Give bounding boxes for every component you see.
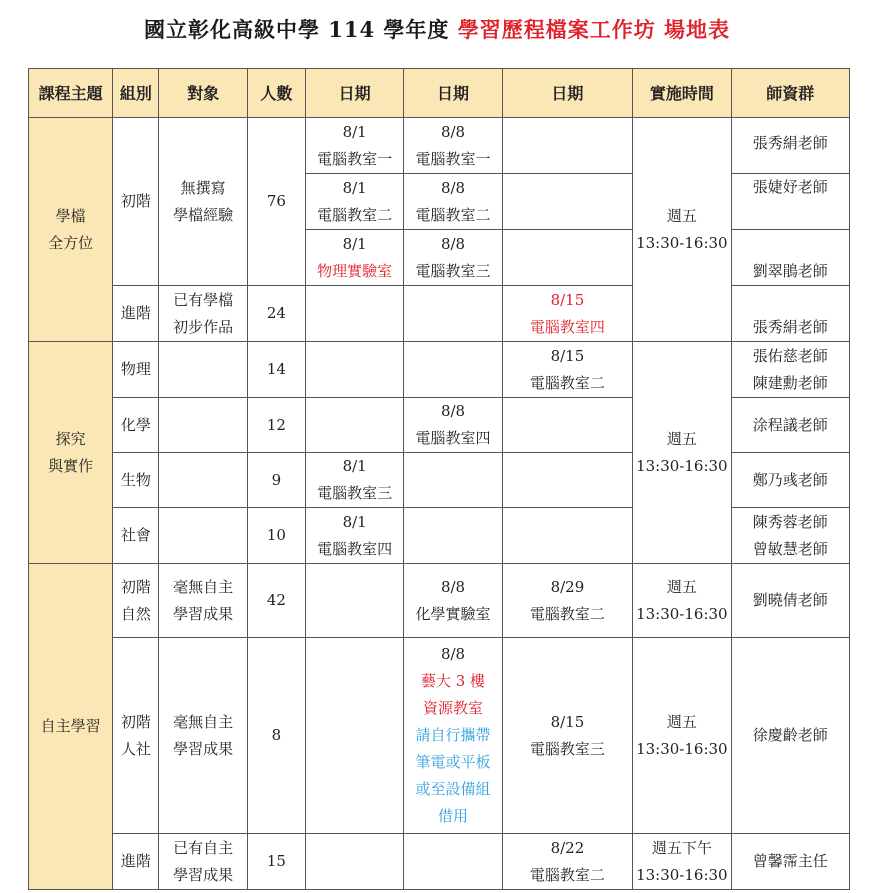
target-science: 毫無自主 學習成果 [159,564,247,638]
date-cell-empty [404,286,502,342]
group-beginner: 初階 [113,118,159,286]
group-self-advanced: 進階 [113,834,159,890]
count-self-advanced: 15 [247,834,305,890]
date-cell-empty [404,508,502,564]
date-cell-empty [502,508,632,564]
date-cell-empty [305,564,403,638]
header-time: 實施時間 [633,69,731,118]
count-biology: 9 [247,453,305,508]
date-cell-empty [502,453,632,508]
table-row [29,342,850,398]
target-empty [159,508,247,564]
header-topic: 課程主題 [29,69,113,118]
date-cell-empty [502,174,632,230]
date-cell-empty [305,342,403,398]
date-cell-empty [305,638,403,834]
date-cell: 8/1 電腦教室三 [305,453,403,508]
group-chemistry: 化學 [113,398,159,453]
header-date-2: 日期 [404,69,502,118]
date-cell-empty [502,398,632,453]
group-biology: 生物 [113,453,159,508]
date-cell: 8/1 物理實驗室 [305,230,403,286]
topic-inquiry: 探究 與實作 [29,342,113,564]
table-row [29,564,850,638]
header-target: 對象 [159,69,247,118]
date-cell: 8/1 電腦教室四 [305,508,403,564]
date-cell: 8/8 電腦教室一 [404,118,502,174]
date-cell-empty [404,342,502,398]
date-cell: 8/8 化學實驗室 [404,564,502,638]
date-cell-empty [502,230,632,286]
count-humanities: 8 [247,638,305,834]
date-cell-humanities: 8/8 藝大 3 樓 資源教室 請自行攜帶 筆電或平板 或至設備組 借用 [404,638,502,834]
time-self-advanced: 週五下午 13:30-16:30 [633,834,731,890]
teacher-cell: 張婕妤老師 [731,174,849,230]
date-cell: 8/15 電腦教室二 [502,342,632,398]
date-cell-empty [404,834,502,890]
schedule-table [28,68,850,890]
count-science: 42 [247,564,305,638]
date-cell-empty [305,398,403,453]
teacher-cell: 鄭乃彧老師 [731,453,849,508]
target-empty [159,342,247,398]
header-count: 人數 [247,69,305,118]
count-advanced: 24 [247,286,305,342]
date-cell-empty [404,453,502,508]
date-cell: 8/1 電腦教室二 [305,174,403,230]
header-date-3: 日期 [502,69,632,118]
target-humanities: 毫無自主 學習成果 [159,638,247,834]
target-advanced: 已有學檔 初步作品 [159,286,247,342]
target-self-advanced: 已有自主 學習成果 [159,834,247,890]
count-social: 10 [247,508,305,564]
header-teachers: 師資群 [731,69,849,118]
header-date-1: 日期 [305,69,403,118]
title-highlight: 學習歷程檔案工作坊 場地表 [457,17,731,42]
teacher-cell: 張秀絹老師 [731,286,849,342]
topic-portfolio: 學檔 全方位 [29,118,113,342]
teacher-cell: 張佑慈老師 陳建勳老師 [731,342,849,398]
header-row [29,69,850,118]
date-cell-empty [502,118,632,174]
time-humanities: 週五 13:30-16:30 [633,638,731,834]
page-title [0,14,874,44]
target-empty [159,398,247,453]
time-portfolio: 週五 13:30-16:30 [633,118,731,342]
date-cell-empty [305,286,403,342]
table-row [29,834,850,890]
group-social: 社會 [113,508,159,564]
date-cell: 8/22 電腦教室二 [502,834,632,890]
date-cell: 8/8 電腦教室四 [404,398,502,453]
date-cell: 8/1 電腦教室一 [305,118,403,174]
date-cell: 8/29 電腦教室二 [502,564,632,638]
count-beginner: 76 [247,118,305,286]
teacher-cell: 曾馨霈主任 [731,834,849,890]
teacher-cell: 劉翠鵑老師 [731,230,849,286]
count-physics: 14 [247,342,305,398]
table-row [29,638,850,834]
time-science: 週五 13:30-16:30 [633,564,731,638]
group-physics: 物理 [113,342,159,398]
teacher-cell: 陳秀蓉老師 曾敏慧老師 [731,508,849,564]
table-row [29,118,850,174]
count-chemistry: 12 [247,398,305,453]
teacher-cell: 劉曉倩老師 [731,564,849,638]
target-beginner: 無撰寫 學檔經驗 [159,118,247,286]
date-cell-empty [305,834,403,890]
group-humanities: 初階 人社 [113,638,159,834]
date-cell: 8/15 電腦教室三 [502,638,632,834]
teacher-cell: 徐慶齡老師 [731,638,849,834]
title-prefix: 國立彰化高級中學 114 學年度 [143,17,450,42]
time-inquiry: 週五 13:30-16:30 [633,342,731,564]
teacher-cell: 涂程議老師 [731,398,849,453]
date-cell: 8/8 電腦教室二 [404,174,502,230]
group-advanced: 進階 [113,286,159,342]
header-group: 組別 [113,69,159,118]
teacher-cell: 張秀絹老師 [731,118,849,174]
date-cell: 8/8 電腦教室三 [404,230,502,286]
topic-self-learning: 自主學習 [29,564,113,890]
date-cell: 8/15 電腦教室四 [502,286,632,342]
group-science: 初階 自然 [113,564,159,638]
target-empty [159,453,247,508]
